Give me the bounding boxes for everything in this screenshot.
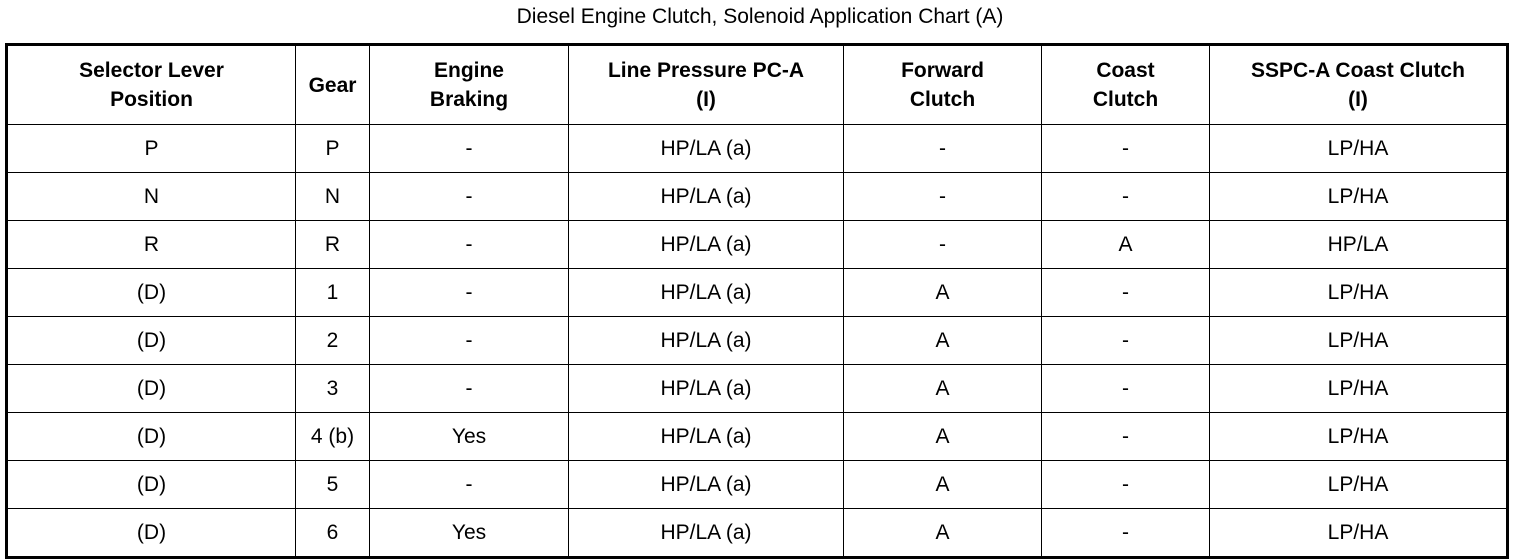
cell-sspc-a: LP/HA [1210,509,1508,558]
cell-line-pressure: HP/LA (a) [569,365,844,413]
cell-sspc-a: LP/HA [1210,365,1508,413]
cell-engine-braking: - [370,365,569,413]
header-row [7,45,1508,125]
cell-forward-clutch: A [844,461,1042,509]
cell-sspc-a: LP/HA [1210,461,1508,509]
cell-line-pressure: HP/LA (a) [569,509,844,558]
cell-engine-braking: - [370,173,569,221]
header-coast-clutch-line-1: Coast [1096,59,1155,82]
header-line-pressure-line-1: Line Pressure PC-A [607,59,805,82]
cell-line-pressure: HP/LA (a) [569,461,844,509]
cell-line-pressure: HP/LA (a) [569,173,844,221]
cell-gear: 1 [296,269,370,317]
cell-coast-clutch: - [1042,317,1210,365]
table-row [7,365,1508,413]
cell-coast-clutch: - [1042,413,1210,461]
table-row [7,221,1508,269]
cell-coast-clutch: - [1042,365,1210,413]
cell-gear: 3 [296,365,370,413]
table-row [7,413,1508,461]
cell-forward-clutch: A [844,413,1042,461]
clutch-solenoid-application-table [5,43,1509,559]
header-coast-clutch [1042,45,1210,125]
cell-selector-position: (D) [7,365,296,413]
header-forward-clutch [844,45,1042,125]
header-gear: Gear [296,45,370,125]
cell-engine-braking: Yes [370,509,569,558]
cell-selector-position: R [7,221,296,269]
cell-line-pressure: HP/LA (a) [569,221,844,269]
header-engine-braking [370,45,569,125]
header-engine-braking-line-1: Engine [433,59,504,82]
header-line-pressure-line-2: (I) [696,88,716,111]
cell-selector-position: (D) [7,413,296,461]
cell-line-pressure: HP/LA (a) [569,269,844,317]
cell-gear: N [296,173,370,221]
cell-line-pressure: HP/LA (a) [569,413,844,461]
table-body [7,125,1508,558]
table-row [7,269,1508,317]
cell-engine-braking: - [370,221,569,269]
header-selector-lever-position [7,45,296,125]
cell-sspc-a: LP/HA [1210,125,1508,173]
cell-selector-position: (D) [7,317,296,365]
cell-engine-braking: - [370,269,569,317]
cell-engine-braking: - [370,125,569,173]
header-sspc-a-coast-clutch [1210,45,1508,125]
cell-forward-clutch: A [844,509,1042,558]
cell-gear: P [296,125,370,173]
cell-sspc-a: LP/HA [1210,269,1508,317]
cell-coast-clutch: - [1042,125,1210,173]
cell-forward-clutch: - [844,221,1042,269]
cell-engine-braking: - [370,317,569,365]
table-row [7,509,1508,558]
header-forward-clutch-line-1: Forward [901,59,984,82]
cell-coast-clutch: - [1042,461,1210,509]
cell-gear: 5 [296,461,370,509]
cell-selector-position: (D) [7,509,296,558]
cell-gear: 4 (b) [296,413,370,461]
cell-engine-braking: - [370,461,569,509]
cell-forward-clutch: - [844,173,1042,221]
header-sspc-a-line-1: SSPC-A Coast Clutch [1251,59,1465,82]
header-engine-braking-line-2: Braking [429,88,509,111]
cell-forward-clutch: A [844,269,1042,317]
header-forward-clutch-line-2: Clutch [909,88,976,111]
cell-selector-position: P [7,125,296,173]
table-header [7,45,1508,125]
table-row [7,173,1508,221]
cell-forward-clutch: A [844,365,1042,413]
cell-selector-position: N [7,173,296,221]
cell-line-pressure: HP/LA (a) [569,317,844,365]
header-line-pressure-pc-a [569,45,844,125]
cell-selector-position: (D) [7,461,296,509]
cell-gear: R [296,221,370,269]
cell-engine-braking: Yes [370,413,569,461]
cell-selector-position: (D) [7,269,296,317]
cell-gear: 6 [296,509,370,558]
cell-coast-clutch: - [1042,269,1210,317]
table-row [7,461,1508,509]
cell-gear: 2 [296,317,370,365]
table-row [7,125,1508,173]
cell-sspc-a: HP/LA [1210,221,1508,269]
cell-line-pressure: HP/LA (a) [569,125,844,173]
cell-forward-clutch: - [844,125,1042,173]
header-selector-line-2: Position [110,88,193,111]
cell-sspc-a: LP/HA [1210,317,1508,365]
cell-sspc-a: LP/HA [1210,173,1508,221]
cell-forward-clutch: A [844,317,1042,365]
table-row [7,317,1508,365]
cell-coast-clutch: - [1042,509,1210,558]
cell-sspc-a: LP/HA [1210,413,1508,461]
header-selector-line-1: Selector Lever [79,59,224,82]
header-coast-clutch-line-2: Clutch [1092,88,1159,111]
header-sspc-a-line-2: (I) [1348,88,1368,111]
chart-title: Diesel Engine Clutch, Solenoid Application Chart (A) [516,5,1004,28]
cell-coast-clutch: - [1042,173,1210,221]
cell-coast-clutch: A [1042,221,1210,269]
